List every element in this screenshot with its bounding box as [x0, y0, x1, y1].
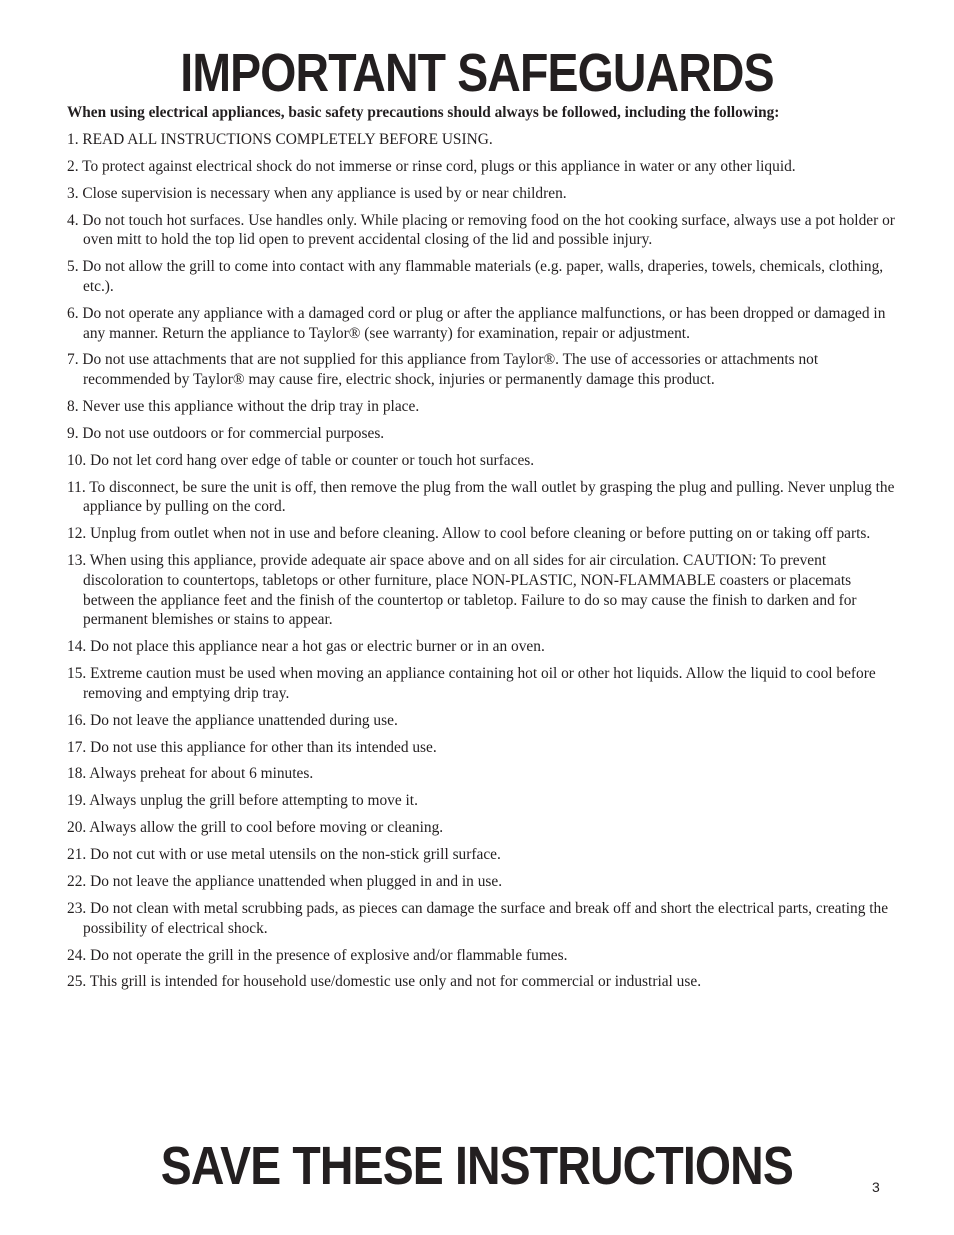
list-item: 7. Do not use attachments that are not supplied for this appliance from Taylor®. The use of accessories or attachments not recommended by Taylor® may cause fire, electric shock, injuries or permanently damage this product. — [67, 351, 819, 389]
list-item: 11. To disconnect, be sure the unit is off, then remove the plug from the wall outlet by grasping the plug and pulling. Never unplug the appliance by pulling on the cord. — [67, 478, 895, 516]
list-item: 23. Do not clean with metal scrubbing pads, as pieces can damage the surface and break off and short the electrical parts, creating the possibility of electrical shock. — [67, 899, 889, 937]
list-item: 18. Always preheat for about 6 minutes. — [67, 765, 314, 783]
list-item: 4. Do not touch hot surfaces. Use handles only. While placing or removing food on the hot cooking surface, always use a pot holder or oven mitt to hold the top lid open to prevent accidental closing of the lid and possible injury. — [67, 211, 895, 249]
list-item: 21. Do not cut with or use metal utensils on the non-stick grill surface. — [67, 846, 501, 864]
list-item: 9. Do not use outdoors or for commercial purposes. — [67, 424, 385, 442]
intro-text: When using electrical appliances, basic safety precautions should always be followed, including the following: — [67, 104, 780, 121]
list-item: 14. Do not place this appliance near a hot gas or electric burner or in an oven. — [67, 638, 545, 656]
list-item: 15. Extreme caution must be used when moving an appliance containing hot oil or other hot liquids. Allow the liquid to cool before removing and emptying drip tray. — [67, 665, 876, 702]
list-item: 12. Unplug from outlet when not in use and before cleaning. Allow to cool before cleaning or before putting on or taking off parts. — [67, 525, 871, 543]
list-item: 16. Do not leave the appliance unattended during use. — [67, 711, 398, 729]
list-item: 13. When using this appliance, provide adequate air space above and on all sides for air circulation. CAUTION: To prevent discoloration to countertops, tabletops or other furniture, place NON-PLASTIC, NON-FLAMMABLE coasters or placemats between the appliance feet and the finish of the countertop or tabletop. Failure to do so may cause the finish to darken and for permanent blemishes or stains to appear. — [67, 552, 857, 629]
list-item: 20. Always allow the grill to cool before moving or cleaning. — [67, 819, 444, 837]
list-item: 24. Do not operate the grill in the presence of explosive and/or flammable fumes. — [67, 946, 568, 964]
list-item: 2. To protect against electrical shock do not immerse or rinse cord, plugs or this appliance in water or any other liquid. — [67, 157, 796, 175]
page-title: IMPORTANT SAFEGUARDS — [180, 43, 774, 103]
page-number: 3 — [872, 1179, 880, 1195]
list-item: 10. Do not let cord hang over edge of table or counter or touch hot surfaces. — [67, 451, 535, 469]
list-item: 3. Close supervision is necessary when any appliance is used by or near children. — [67, 184, 567, 202]
list-item: 8. Never use this appliance without the drip tray in place. — [67, 398, 420, 416]
list-item: 19. Always unplug the grill before attempting to move it. — [67, 792, 418, 810]
list-item: 22. Do not leave the appliance unattended when plugged in and in use. — [67, 873, 503, 891]
list-item: 1. READ ALL INSTRUCTIONS COMPLETELY BEFORE USING. — [67, 131, 493, 148]
safeguards-list — [67, 130, 897, 999]
footer-title: SAVE THESE INSTRUCTIONS — [160, 1136, 793, 1196]
list-item: 6. Do not operate any appliance with a damaged cord or plug or after the appliance malfunctions, or has been dropped or damaged in any manner. Return the appliance to Taylor® (see warranty) for examination, repair or adjustment. — [67, 304, 886, 342]
list-item: 25. This grill is intended for household use/domestic use only and not for commercial or industrial use. — [67, 973, 702, 991]
list-item: 17. Do not use this appliance for other than its intended use. — [67, 738, 437, 756]
list-item: 5. Do not allow the grill to come into contact with any flammable materials (e.g. paper, walls, draperies, towels, chemicals, clothing, etc.). — [67, 258, 884, 295]
